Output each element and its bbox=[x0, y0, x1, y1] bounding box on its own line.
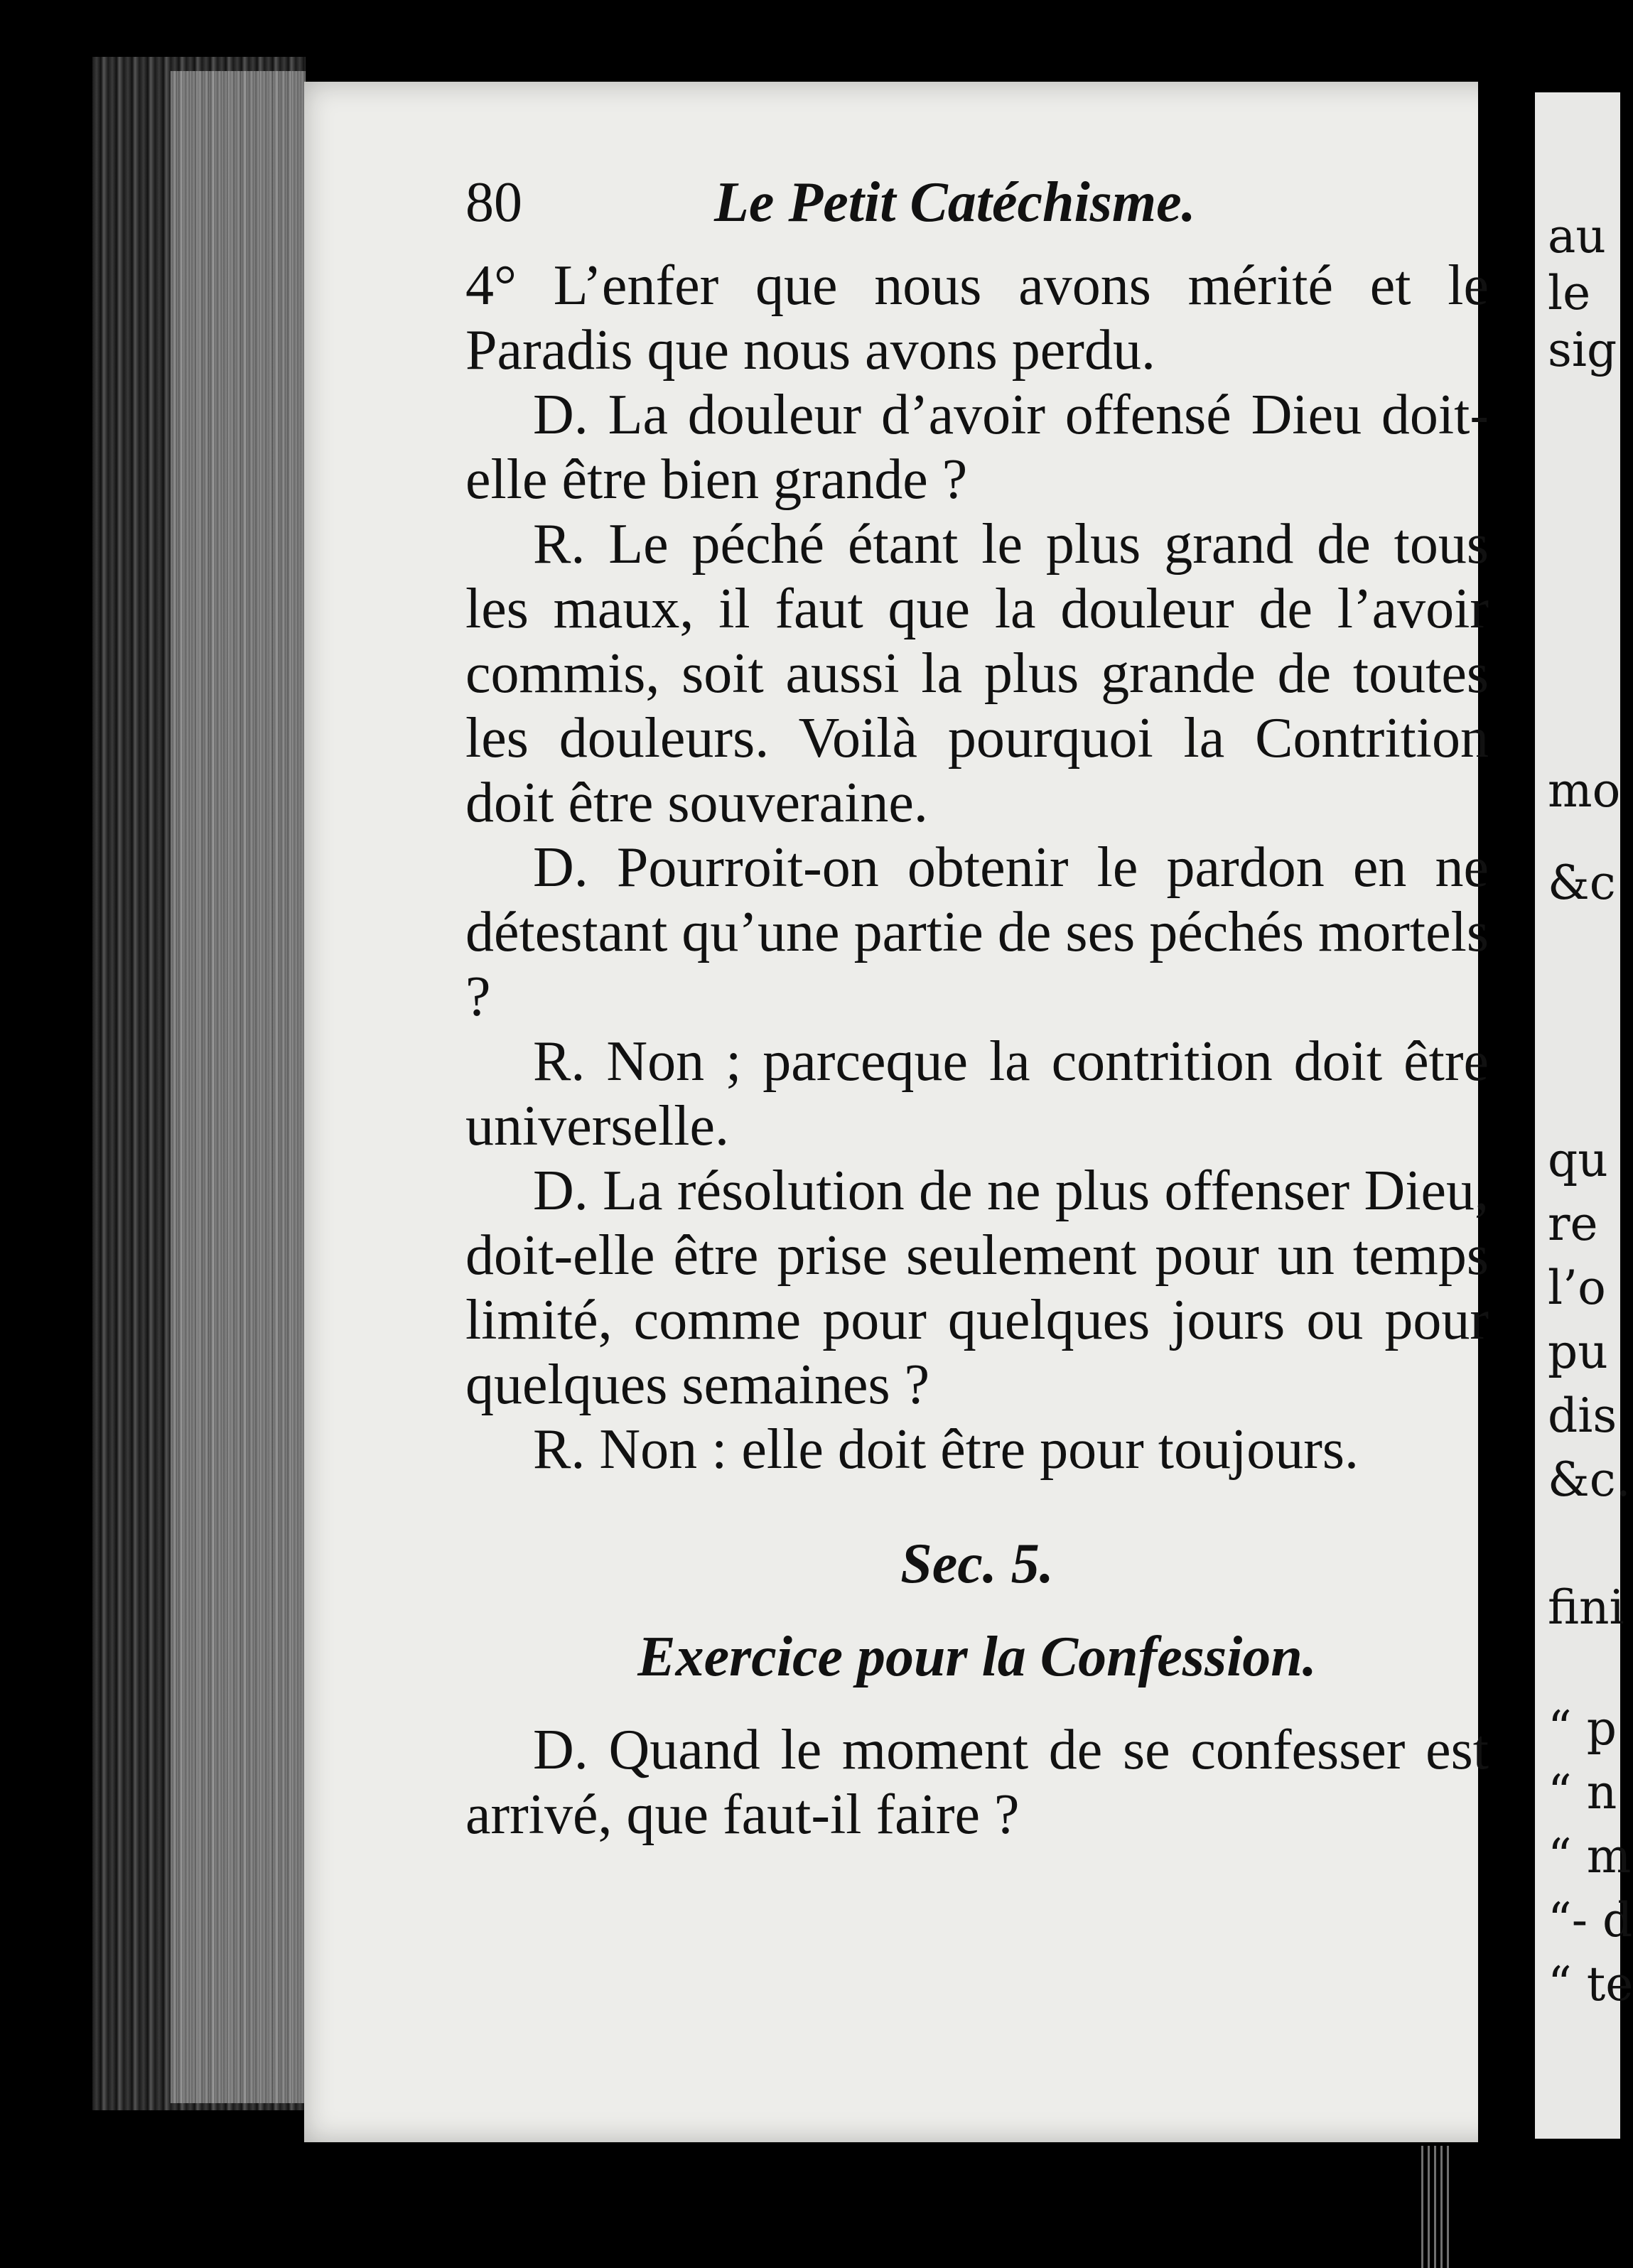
next-page-fragment: pu bbox=[1548, 1324, 1608, 1379]
question: D. La douleur d’avoir offensé Dieu doit-elle être bien grande ? bbox=[465, 384, 1489, 511]
question: D. Pourroit-on obtenir le pardon en ne détestant qu’une partie de ses péchés mortels ? bbox=[465, 836, 1489, 1028]
next-page-fragment: “ p bbox=[1548, 1701, 1617, 1756]
question: D. Quand le moment de se confesser est arrivé, que faut-il faire ? bbox=[465, 1719, 1489, 1846]
next-page-fragment: “ te bbox=[1548, 1957, 1633, 2012]
next-page-fragment: re bbox=[1548, 1197, 1598, 1251]
question: D. La résolution de ne plus offenser Dieu, doit-elle être prise seulement pour un temps limité, comme pour quelques jours ou pour quelques semaines ? bbox=[465, 1160, 1489, 1416]
next-page-fragment: “ m bbox=[1548, 1829, 1632, 1884]
paragraph: 4° L’enfer que nous avons mérité et le Paradis que nous avons perdu. bbox=[465, 254, 1489, 382]
next-page-fragment: mo bbox=[1548, 763, 1621, 818]
next-page-fragment: fini bbox=[1548, 1580, 1624, 1635]
next-page-fragment: “- d bbox=[1548, 1893, 1633, 1948]
page-edges bbox=[171, 71, 306, 2103]
next-page-fragment: le bbox=[1548, 266, 1591, 320]
next-page-fragment: sig bbox=[1548, 323, 1617, 377]
bookmark-thread bbox=[1421, 2146, 1450, 2268]
section-number: Sec. 5. bbox=[900, 1533, 1054, 1595]
next-page-fragment: &c bbox=[1548, 855, 1616, 910]
page-text bbox=[465, 171, 1489, 1847]
next-page-fragment: au bbox=[1548, 209, 1606, 264]
page-number: 80 bbox=[465, 171, 522, 234]
next-page-fragment: “ n bbox=[1548, 1765, 1617, 1820]
next-page-fragment: &c. bbox=[1548, 1452, 1631, 1507]
answer: R. Le péché étant le plus grand de tous les maux, il faut que la douleur de l’avoir commis, soit aussi la plus grande de toutes les douleurs. Voilà pourquoi la Contrition doit être souveraine. bbox=[465, 513, 1489, 834]
section-title: Exercice pour la Confession. bbox=[637, 1626, 1317, 1688]
next-page-fragment: dis bbox=[1548, 1388, 1617, 1443]
next-page-fragment: qu bbox=[1548, 1133, 1608, 1187]
next-page-fragment: l’o bbox=[1548, 1260, 1606, 1315]
answer: R. Non ; parceque la contrition doit être universelle. bbox=[465, 1030, 1489, 1157]
adjacent-page bbox=[1535, 92, 1633, 2139]
running-title: Le Petit Catéchisme. bbox=[714, 171, 1196, 234]
page-header bbox=[465, 171, 1489, 235]
answer: R. Non : elle doit être pour toujours. bbox=[533, 1418, 1359, 1481]
